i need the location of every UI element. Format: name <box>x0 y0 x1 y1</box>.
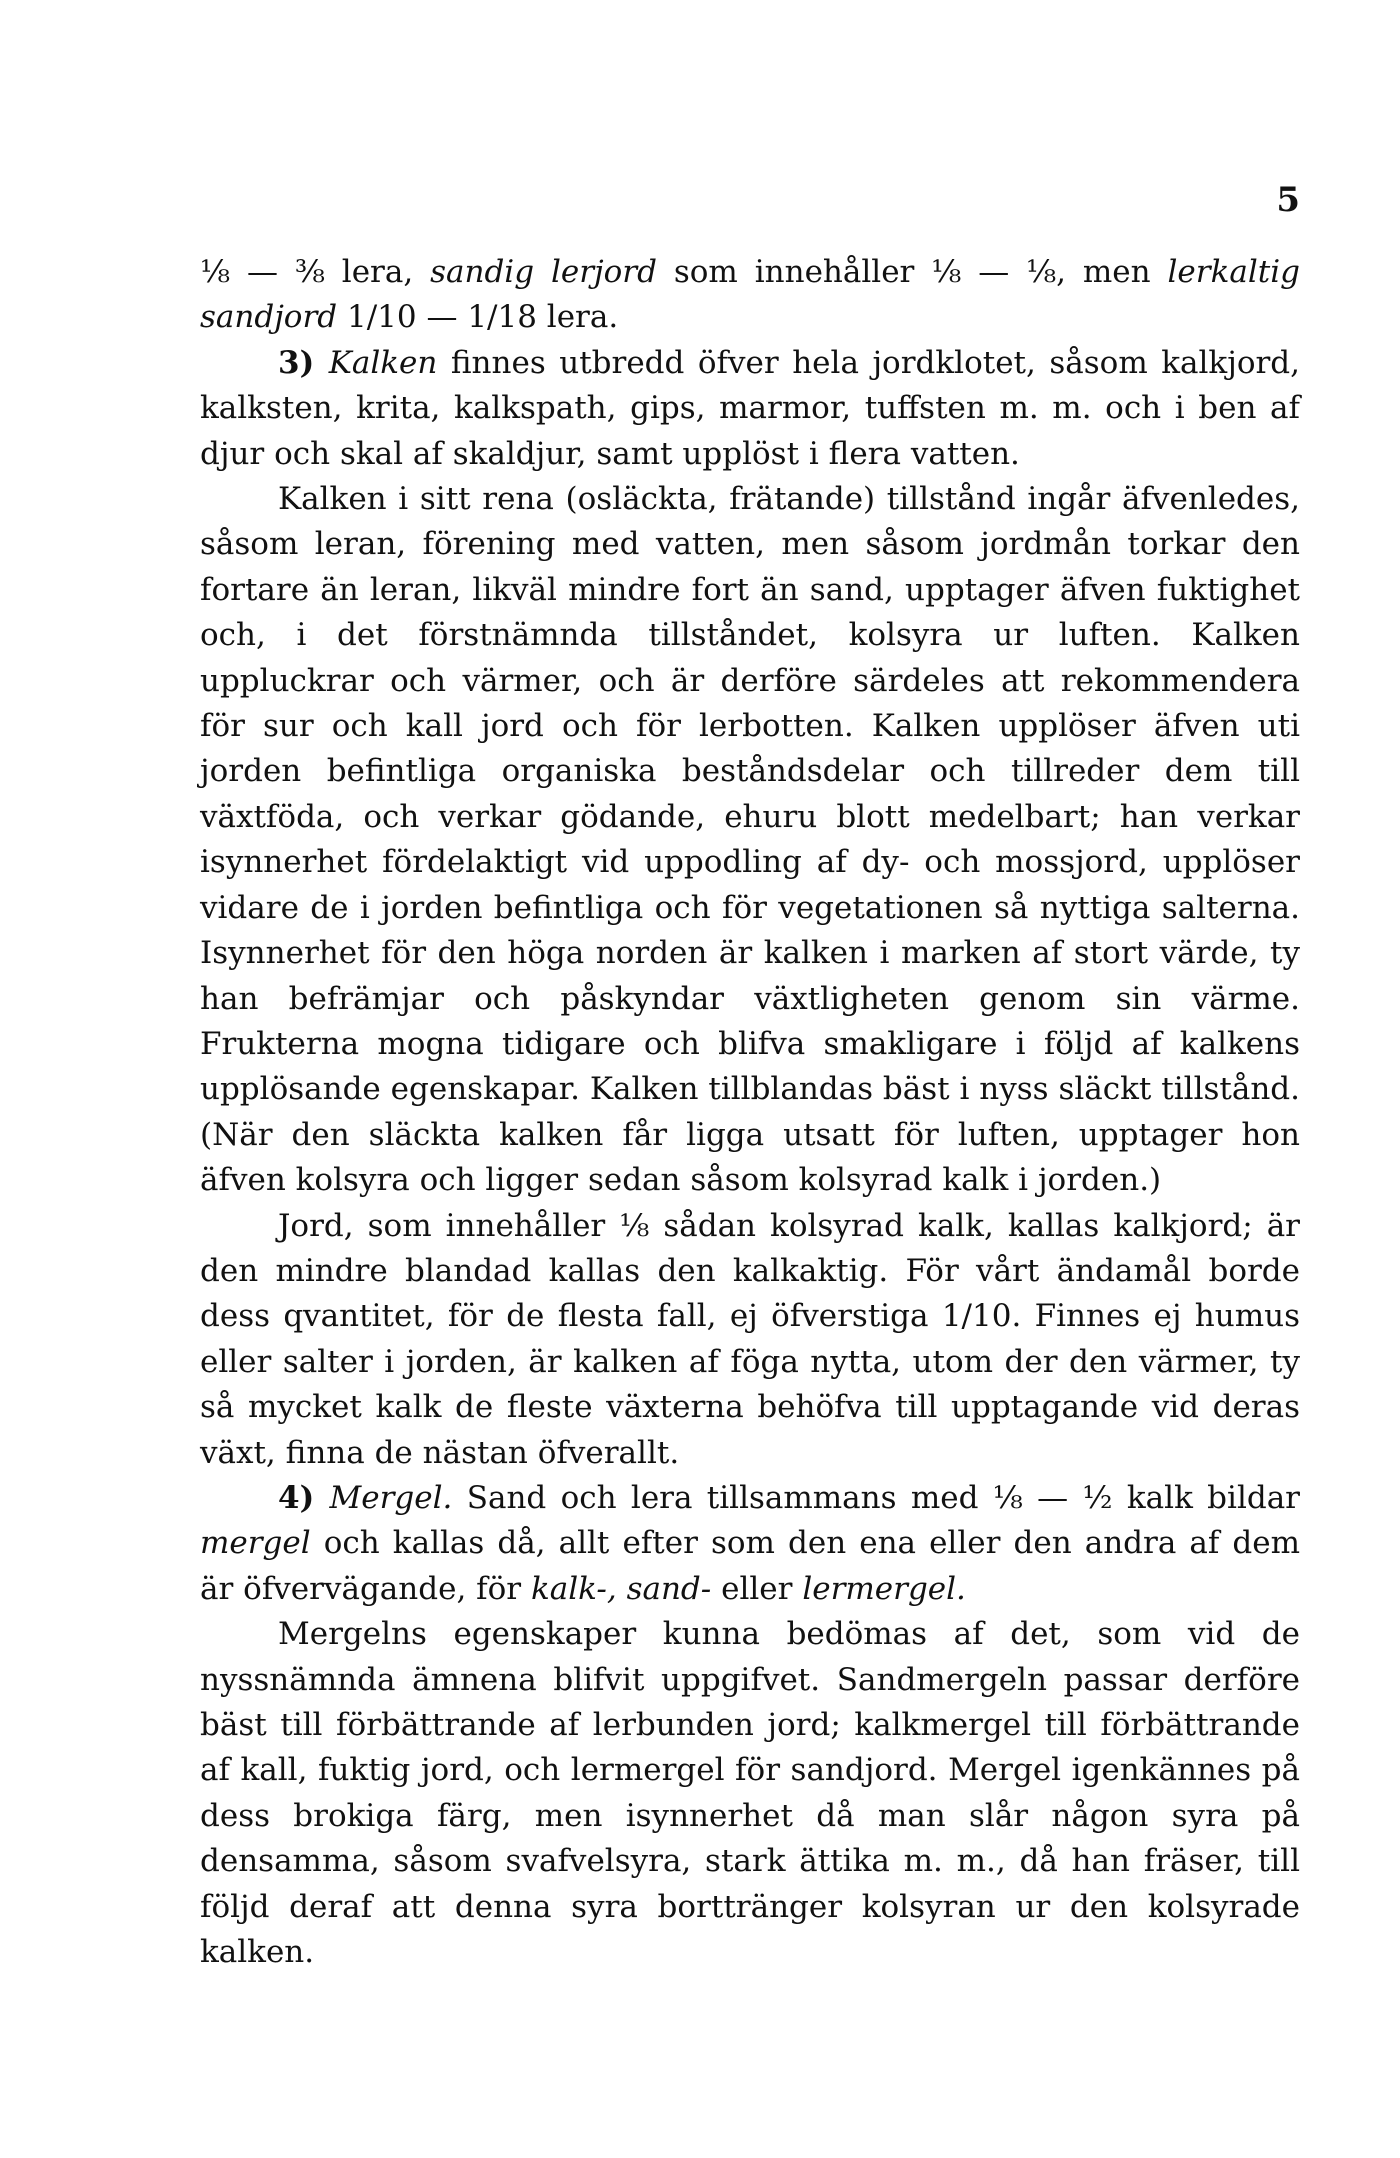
p5-text-c: och kallas då, allt efter som den ena eller den andra af dem är öfvervägande, för <box>200 1525 1300 1607</box>
p1-text-a: ⅛ — ⅜ lera, <box>200 254 431 290</box>
p5-term-lermergel: lermergel. <box>802 1570 966 1607</box>
paragraph-4: Jord, som innehåller ⅛ sådan kolsyrad kalk, kallas kalkjord; är den mindre blandad kallas den kalkaktig. För vårt ändamål borde dess qvantitet, för de flesta fall, ej öfverstiga 1/10. Finnes ej humus eller salter i jorden, är kalken af föga nytta, utom der den värmer, ty så mycket kalk de fleste växterna behöfva till upptagande vid deras växt, finna de nästan öfverallt. <box>200 1207 1300 1471</box>
p1-text-c: som innehåller ⅛ — ⅛, men <box>656 254 1168 290</box>
p5-number: 4) <box>278 1479 330 1516</box>
paragraph-6: Mergelns egenskaper kunna bedömas af det, som vid de nyssnämnda ämnena blifvit uppgifvet. Sandmergeln passar derföre bäst till förbättrande af lerbunden jord; kalkmergel till förbättrande af kall, fuktig jord, och lermergel för sandjord. Mergel igenkännes på dess brokiga färg, men isynnerhet då man slår någon syra på densamma, såsom svafvelsyra, stark ättika m. m., då han fräser, till följd deraf att denna syra borttränger kolsyran ur den kolsyrade kalken. <box>200 1616 1300 1971</box>
p2-term-kalken: Kalken <box>328 344 438 381</box>
p5-term-mergel-inline: mergel <box>200 1525 311 1562</box>
paragraph-5 <box>200 1476 1300 1612</box>
p5-text-e: eller <box>711 1570 803 1607</box>
p1-text-e: 1/10 — 1/18 lera. <box>337 299 619 336</box>
body-text <box>200 250 1300 1975</box>
p5-term-mergel: Mergel. <box>329 1479 453 1516</box>
p2-number: 3) <box>278 344 329 381</box>
page-body <box>200 180 1300 1975</box>
page-number: 5 <box>1276 180 1300 220</box>
p2-text: finnes utbredd öfver hela jordklotet, såsom kalkjord, kalksten, krita, kalkspath, gips, marmor, tuffsten m. m. och i ben af djur och skal af skaldjur, samt upplöst i flera vatten. <box>200 344 1301 472</box>
paragraph-3: Kalken i sitt rena (osläckta, frätande) tillstånd ingår äfvenledes, såsom leran, förening med vatten, men såsom jordmån torkar den fortare än leran, likväl mindre fort än sand, upptager äfven fuktighet och, i det förstnämnda tillståndet, kolsyra ur luften. Kalken uppluckrar och värmer, och är derföre särdeles att rekommendera för sur och kall jord och för lerbotten. Kalken upplöser äfven uti jorden befintliga organiska beståndsdelar och tillreder dem till växtföda, och verkar gödande, ehuru blott medelbart; han verkar isynnerhet fördelaktigt vid uppodling af dy- och mossjord, upplöser vidare de i jorden befintliga och för vegetationen så nyttiga salterna. Isynnerhet för den höga norden är kalken i marken af stort värde, ty han befrämjar och påskyndar växtligheten genom sin värme. Frukterna mogna tidigare och blifva smakligare i följd af kalkens upplösande egenskapar. Kalken tillblandas bäst i nyss släckt tillstånd. (När den släckta kalken får ligga utsatt för luften, upptager hon äfven kolsyra och ligger sedan såsom kolsyrad kalk i jorden.) <box>200 481 1300 1199</box>
p1-term-sandig-lerjord: sandig lerjord <box>430 254 657 290</box>
paragraph-1 <box>200 250 1300 341</box>
p1-term-lerkaltig-sandjord: lerkaltig sandjord <box>200 254 1300 336</box>
p5-text-a: Sand och lera tillsammans med ⅛ — ½ kalk bildar <box>452 1479 1300 1516</box>
p5-term-kalk-sand: kalk-, sand- <box>530 1570 712 1607</box>
paragraph-2 <box>200 341 1300 477</box>
